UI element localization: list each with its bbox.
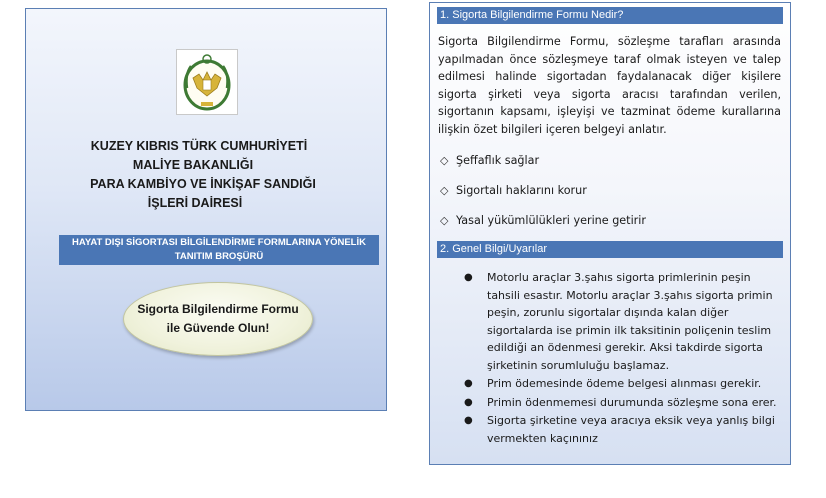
- slogan-line2: ile Güvende Olun!: [166, 321, 270, 335]
- list-item: [458, 412, 778, 447]
- emblem-graphic: [177, 50, 237, 114]
- list-item: [458, 394, 778, 412]
- org-line-country: KUZEY KIBRIS TÜRK CUMHURİYETİ: [90, 139, 308, 153]
- section2-header: 2. Genel Bilgi/Uyarılar: [437, 241, 783, 258]
- brochure-title-line1: HAYAT DIŞI SİGORTASI BİLGİLENDİRME FORMLARINA YÖNELİK: [72, 237, 366, 248]
- feature-item: [440, 154, 539, 167]
- list-item: [458, 269, 778, 374]
- bullet-dot-icon: ●: [464, 415, 473, 426]
- bullet-dot-icon: ●: [464, 378, 473, 389]
- list-item-text: Prim ödemesinde ödeme belgesi alınması gerekir.: [487, 377, 762, 390]
- state-emblem-icon: [176, 49, 238, 115]
- slogan-line1: Sigorta Bilgilendirme Formu: [137, 302, 299, 316]
- feature-item: [440, 214, 646, 227]
- org-line-department: İŞLERİ DAİRESİ: [147, 196, 243, 210]
- info-panel: [429, 2, 791, 465]
- list-item-text: Sigorta şirketine veya aracıya eksik veya yanlış bilgi vermekten kaçınınız: [487, 414, 775, 445]
- org-line-ministry: MALİYE BAKANLIĞI: [132, 158, 254, 172]
- diamond-icon: ◇: [440, 154, 449, 167]
- feature-label: Şeffaflık sağlar: [456, 154, 540, 167]
- brochure-cover-panel: [25, 8, 387, 411]
- org-line-fund: PARA KAMBİYO VE İNKİŞAF SANDIĞI: [90, 177, 316, 191]
- list-item-text: Motorlu araçlar 3.şahıs sigorta primlerinin peşin tahsili esastır. Motorlu araçlar 3.şahıs sigorta primin peşin, zorunlu sigortalar dışında kalan diğer sigortalarda ise primin ilk taksitinin poliçenin teslim edildiği an ödenmesi gerekir. Aksi takdirde sigorta şirketinin sorumluluğu başlamaz.: [487, 271, 773, 372]
- organization-name: [26, 137, 388, 213]
- warnings-list: [458, 269, 778, 448]
- list-item-text: Primin ödenmemesi durumunda sözleşme sona erer.: [487, 395, 777, 409]
- feature-label: Yasal yükümlülükleri yerine getirir: [456, 214, 646, 227]
- diamond-icon: ◇: [440, 214, 449, 227]
- brochure-title-band: [59, 235, 379, 265]
- feature-item: [440, 184, 587, 197]
- feature-label: Sigortalı haklarını korur: [456, 184, 587, 197]
- slogan-oval: [123, 282, 313, 356]
- bullet-dot-icon: ●: [464, 272, 473, 283]
- section1-header: 1. Sigorta Bilgilendirme Formu Nedir?: [437, 7, 783, 24]
- brochure-title-line2: TANITIM BROŞÜRÜ: [174, 251, 264, 262]
- list-item: [458, 375, 778, 393]
- bullet-dot-icon: ●: [464, 396, 473, 408]
- section1-paragraph: Sigorta Bilgilendirme Formu, sözleşme tarafları arasında yapılmadan önce sözleşmeye taraf olmak isteyen ve talep edilmesi halinde sigortadan faydalanacak diğer kişilere sigorta şirketi veya sigorta aracısı tarafından verilen, sigortanın kapsamı, işleyişi ve tazminat ödeme kurallarına ilişkin özet bilgileri içeren belgeyi anlatır.: [438, 35, 781, 136]
- diamond-icon: ◇: [440, 184, 449, 197]
